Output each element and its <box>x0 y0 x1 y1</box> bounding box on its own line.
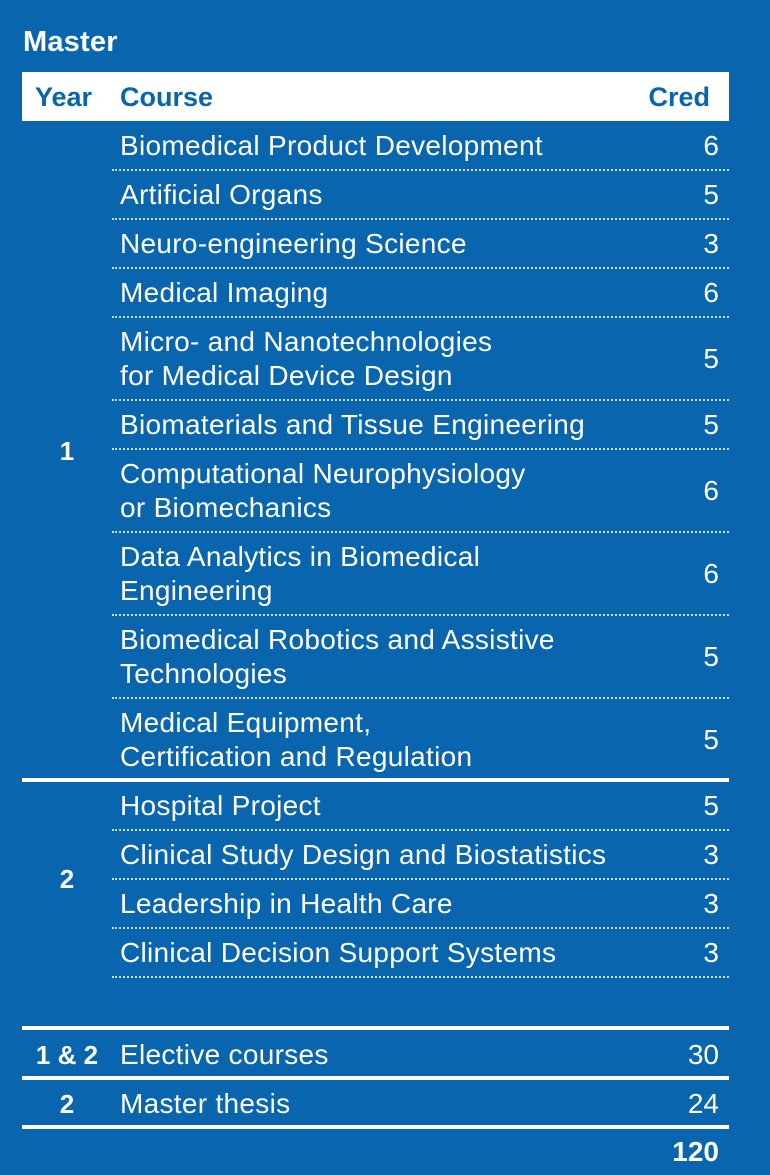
course-name-line: Artificial Organs <box>120 178 323 210</box>
course-name <box>120 533 480 614</box>
electives-cred: 30 <box>687 1039 719 1070</box>
course-name <box>120 269 328 316</box>
table-row <box>112 533 729 616</box>
course-name-line: Neuro-engineering Science <box>120 227 467 259</box>
course-name-line: Medical Imaging <box>120 276 329 308</box>
table-header <box>22 72 729 121</box>
electives-row <box>22 1033 729 1077</box>
course-name-line: Micro- and Nanotechnologies <box>120 325 493 357</box>
course-name-line: Clinical Study Design and Biostatistics <box>120 838 607 870</box>
table-row <box>112 782 729 831</box>
course-credits: 3 <box>703 887 719 919</box>
course-credits: 5 <box>703 640 719 672</box>
table-row <box>112 929 729 978</box>
course-name-line: Hospital Project <box>120 789 321 821</box>
course-name-line: for Medical Device Design <box>120 359 453 391</box>
electives-top-rule <box>22 1026 729 1030</box>
table-row <box>112 616 729 699</box>
course-credits: 3 <box>703 838 719 870</box>
table-row <box>112 318 729 401</box>
course-credits: 5 <box>703 723 719 755</box>
course-name <box>120 220 467 267</box>
course-name <box>120 122 543 169</box>
course-credits: 5 <box>703 178 719 210</box>
course-name <box>120 929 556 976</box>
table-row <box>112 171 729 220</box>
header-cred: Cred <box>648 82 710 112</box>
course-name <box>120 450 526 531</box>
course-name-line: Data Analytics in Biomedical <box>120 540 481 572</box>
table-row <box>112 699 729 782</box>
table-row <box>112 450 729 533</box>
course-credits: 6 <box>703 129 719 161</box>
course-name <box>120 831 606 878</box>
course-name <box>120 880 453 927</box>
course-name-line: Medical Equipment, <box>120 706 372 738</box>
table-row <box>112 122 729 171</box>
year-2-label: 2 <box>59 864 75 894</box>
page-title: Master <box>23 26 118 58</box>
course-name-line: or Biomechanics <box>120 491 332 523</box>
course-name <box>120 782 321 829</box>
course-name-line: Certification and Regulation <box>120 740 473 772</box>
total-credits: 120 <box>672 1136 719 1167</box>
course-name <box>120 401 585 448</box>
course-name-line: Leadership in Health Care <box>120 887 453 919</box>
course-credits: 6 <box>703 557 719 589</box>
course-name-line: Technologies <box>120 657 288 689</box>
course-credits: 3 <box>703 936 719 968</box>
table-row <box>112 269 729 318</box>
course-name-line: Biomedical Robotics and Assistive <box>120 623 555 655</box>
course-credits: 6 <box>703 474 719 506</box>
electives-bottom-rule <box>22 1076 729 1080</box>
course-name <box>120 318 492 399</box>
table-row <box>112 880 729 929</box>
electives-course: Elective courses <box>120 1039 329 1070</box>
thesis-bottom-rule <box>22 1125 729 1129</box>
table-row <box>112 220 729 269</box>
course-credits: 3 <box>703 227 719 259</box>
thesis-row <box>22 1082 729 1126</box>
course-name <box>120 616 555 697</box>
course-name-line: Biomaterials and Tissue Engineering <box>120 408 585 440</box>
year-1-label: 1 <box>59 436 75 466</box>
thesis-course: Master thesis <box>120 1088 291 1119</box>
course-credits: 6 <box>703 276 719 308</box>
course-credits: 5 <box>703 342 719 374</box>
electives-year: 1 & 2 <box>35 1039 99 1070</box>
course-name-line: Clinical Decision Support Systems <box>120 936 557 968</box>
table-row <box>112 831 729 880</box>
table-row <box>112 401 729 450</box>
thesis-cred: 24 <box>687 1088 719 1119</box>
header-year: Year <box>35 82 93 112</box>
course-name <box>120 171 323 218</box>
course-name <box>120 699 472 780</box>
course-name-line: Computational Neurophysiology <box>120 457 526 489</box>
course-name-line: Engineering <box>120 574 273 606</box>
course-credits: 5 <box>703 408 719 440</box>
thesis-year: 2 <box>59 1088 75 1119</box>
course-name-line: Biomedical Product Development <box>120 129 543 161</box>
course-credits: 5 <box>703 789 719 821</box>
header-course: Course <box>120 82 214 112</box>
